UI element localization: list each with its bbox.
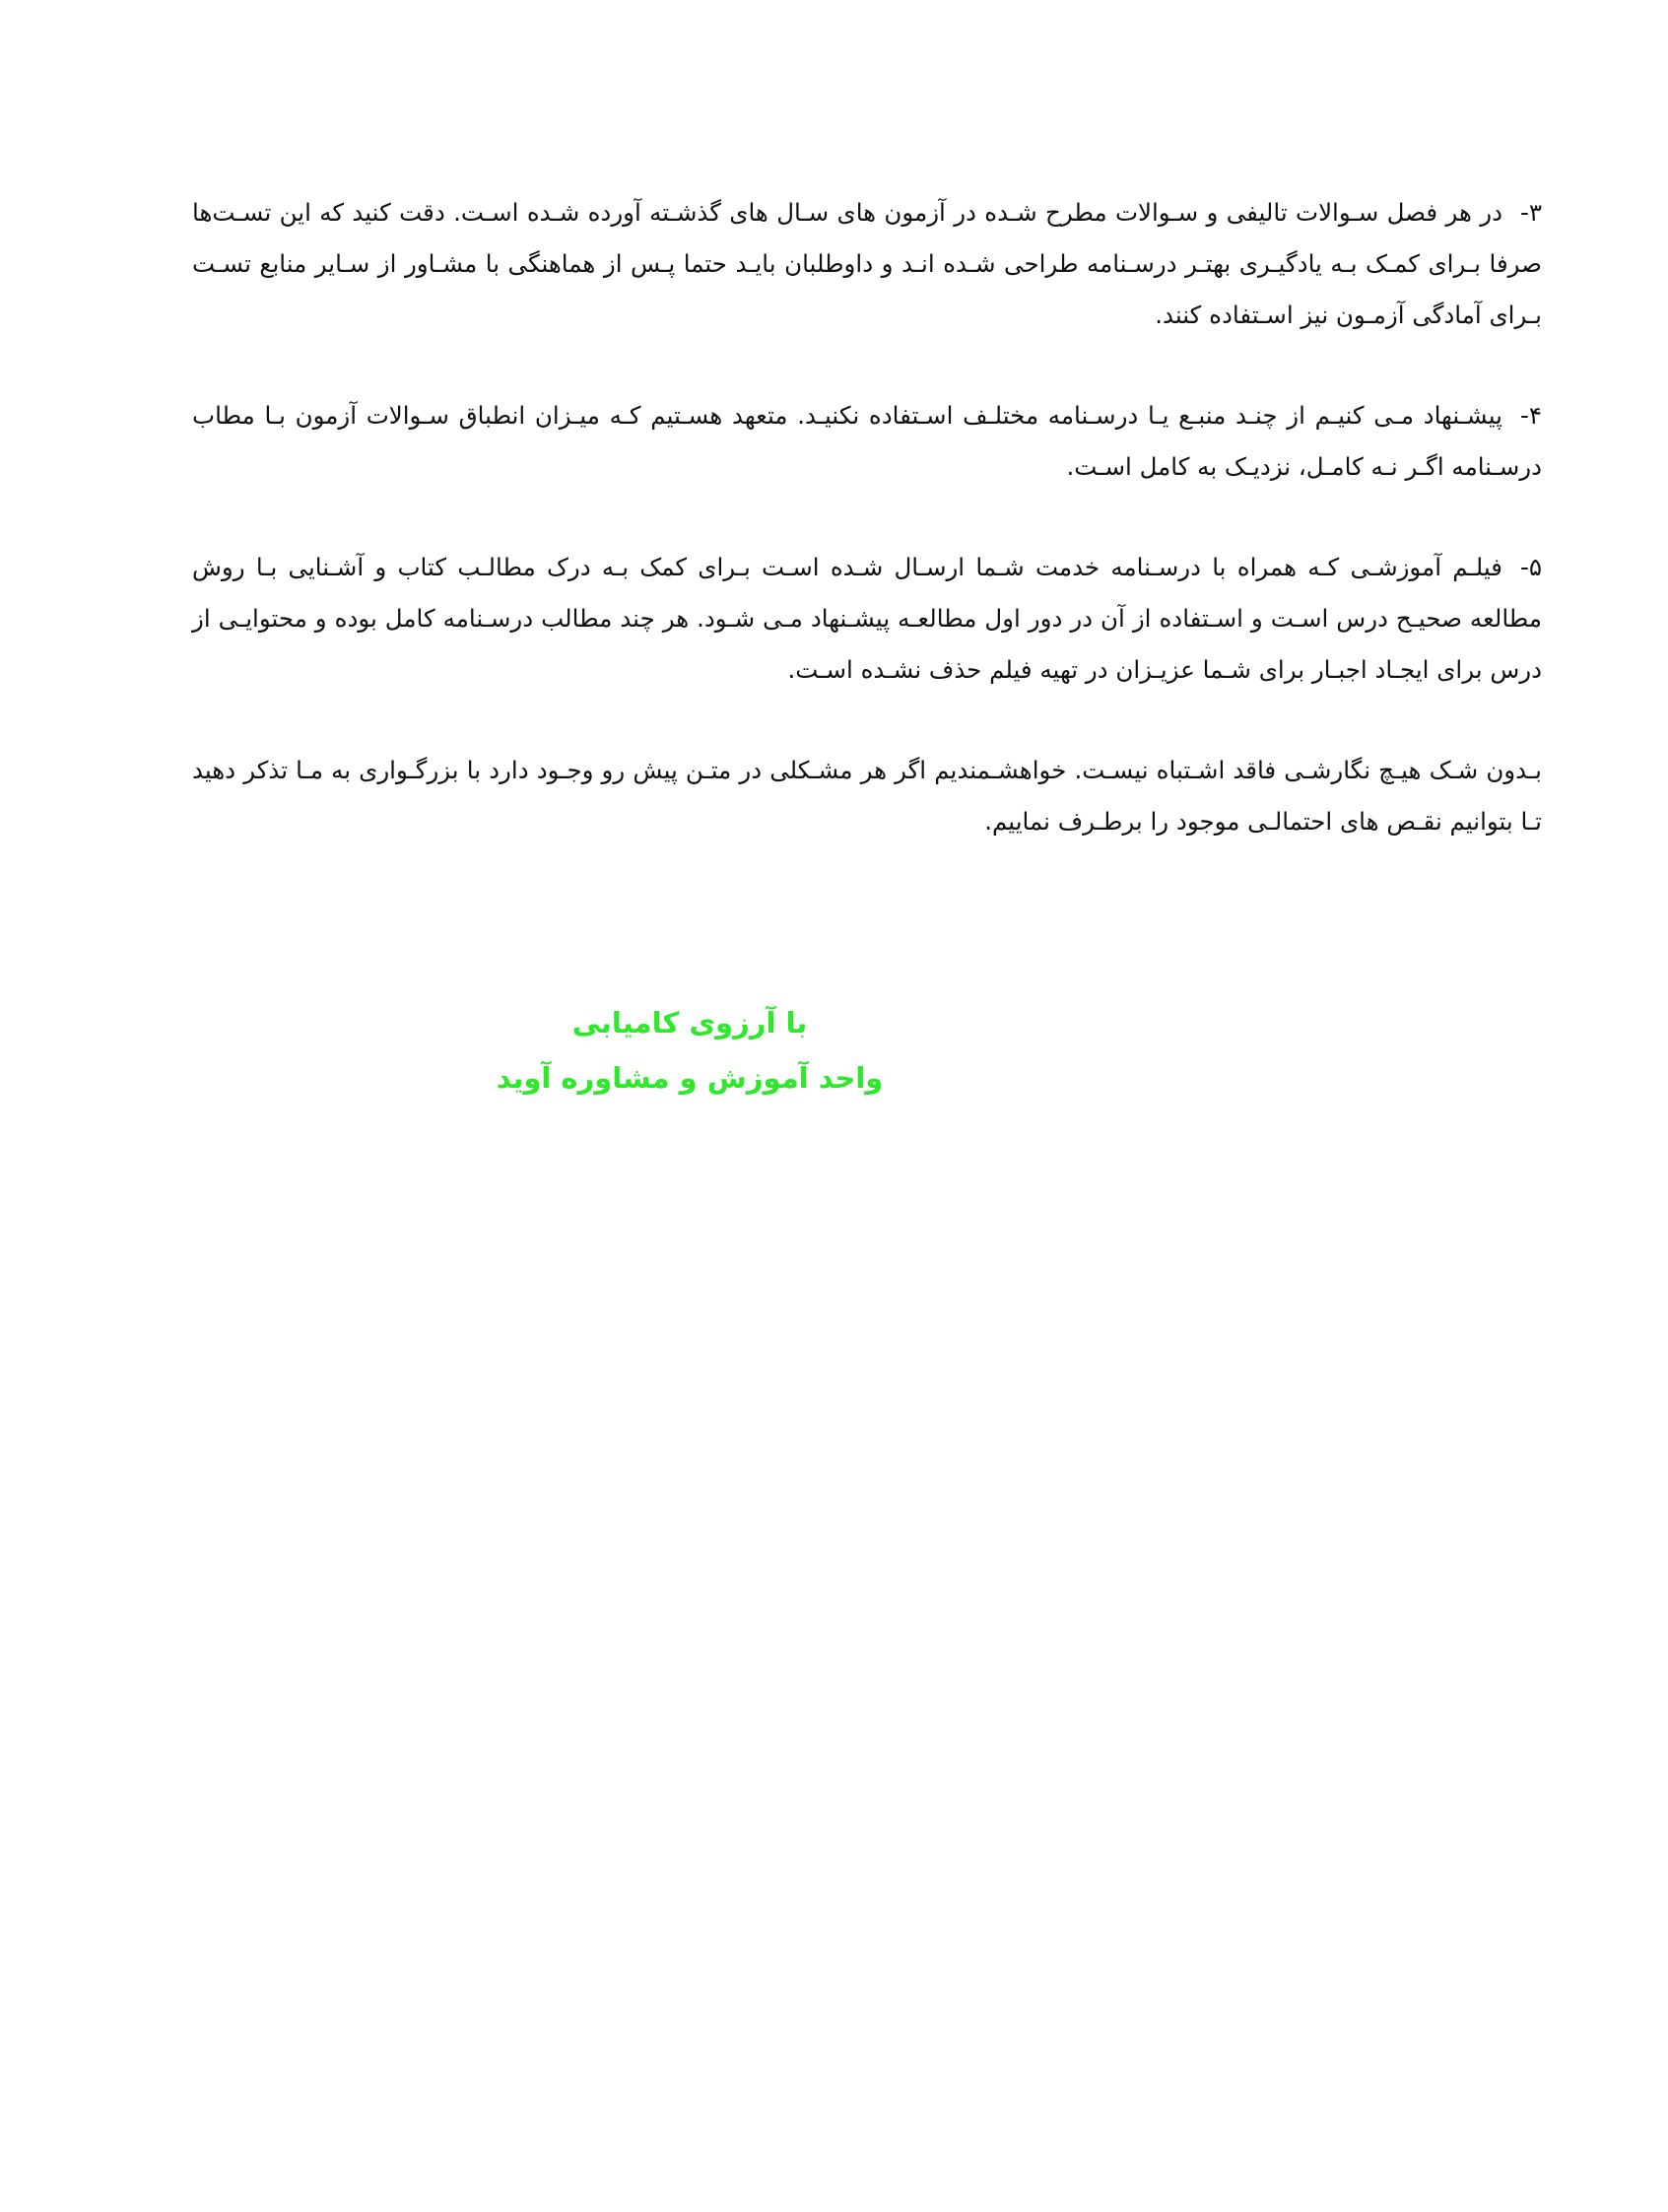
paragraph-number: ۴-	[1519, 401, 1542, 430]
paragraph-disclaimer	[192, 745, 1542, 847]
paragraph-number: ۳-	[1519, 198, 1542, 227]
closing-organization: واحد آموزش و مشاوره آوید	[496, 1061, 884, 1095]
paragraph-item-3	[192, 187, 1542, 341]
paragraph-number: ۵-	[1519, 553, 1542, 581]
paragraph-text: بـدون شـک هیـچ نگارشـی فاقد اشـتباه نیسـت. خواهشـمندیم اگر هر مشـکلی در متـن پیش رو وجـود دارد با بزرگـواری به مـا تذکر دهید تـا بتوانیم نقـص های احتمالـی موجود را برطـرف نماییم.	[192, 756, 1542, 836]
closing-signature	[414, 995, 966, 1106]
closing-wish: با آرزوی کامیابی	[571, 1006, 808, 1039]
paragraph-text: در هر فصل سـوالات تالیفی و سـوالات مطرح شـده در آزمون های سـال های گذشـته آورده شـده اسـت. دقت کنید که این تسـت‌ها صرفا بـرای کمـک بـه یادگیـری بهتـر درسـنامه طراحی شـده انـد و داوطلبان بایـد حتما پـس از هماهنگی با مشـاور از سـایر منابع تسـت بـرای آمادگی آزمـون نیز اسـتفاده کنند.	[192, 198, 1542, 329]
document-body	[192, 187, 1542, 897]
paragraph-item-5	[192, 542, 1542, 696]
paragraph-text: فیلـم آموزشـی کـه همراه با درسـنامه خدمت شـما ارسـال شـده اسـت بـرای کمک بـه درک مطالـب کتاب و آشـنایی بـا روش مطالعه صحیـح درس اسـت و اسـتفاده از آن در دور اول مطالعـه پیشـنهاد مـی شـود. هر چند مطالب درسـنامه کامل بوده و محتوایـی از درس برای ایجـاد اجبـار برای شـما عزیـزان در تهیه فیلم حذف نشـده اسـت.	[192, 553, 1542, 684]
paragraph-item-4	[192, 390, 1542, 493]
paragraph-text: پیشـنهاد مـی کنیـم از چنـد منبـع یـا درسـنامه مختلـف اسـتفاده نکنیـد. متعهد هسـتیم کـه میـزان انطباق سـوالات آزمون بـا مطاب درسـنامه اگـر نـه کامـل، نزدیـک به کامل اسـت.	[192, 401, 1542, 481]
